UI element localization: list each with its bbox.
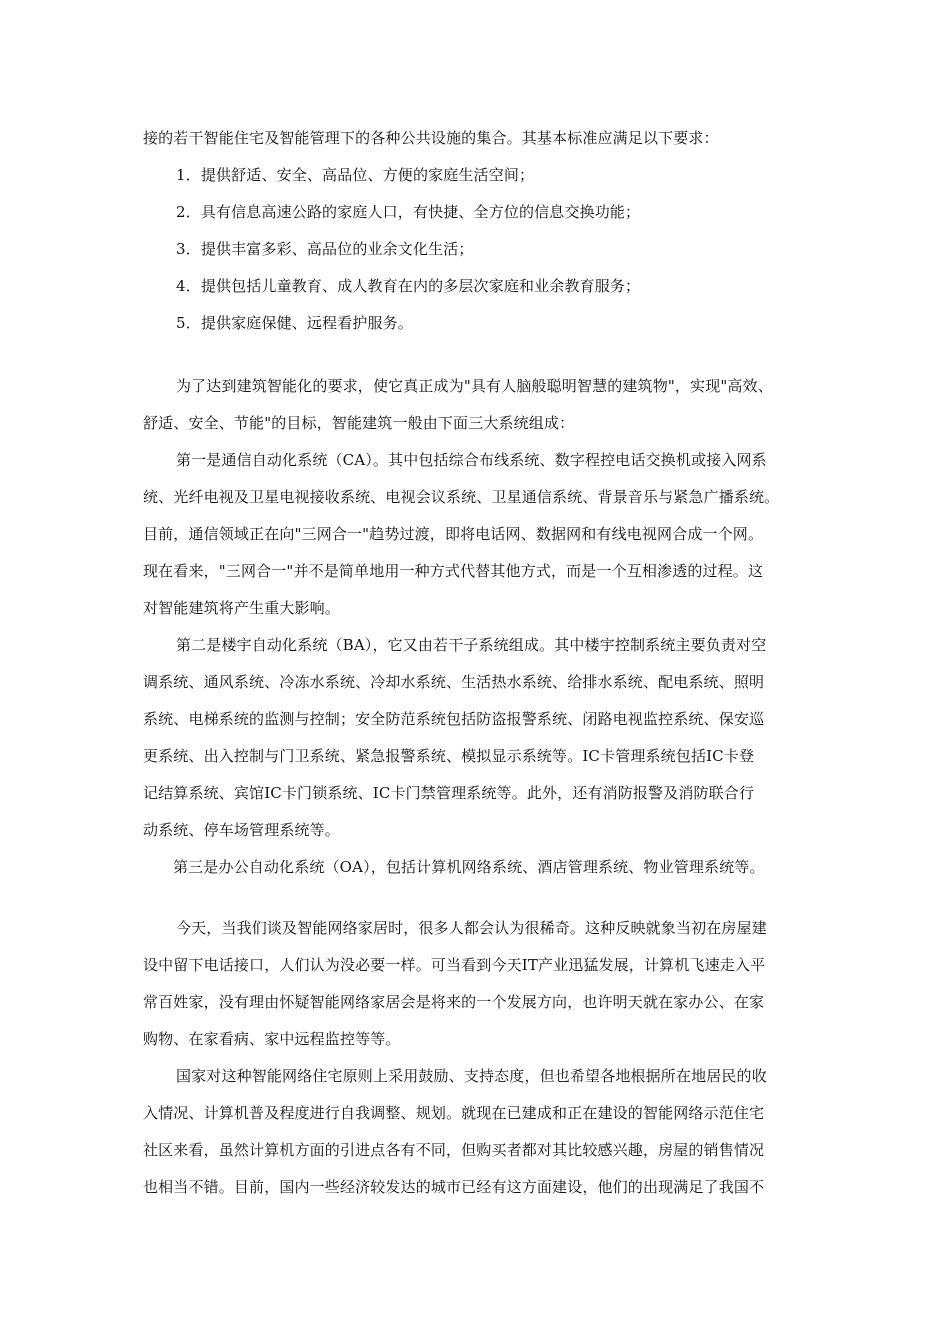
paragraph-today-line-2: 设中留下电话接口，人们认为没必要一样。可当看到今天IT产业迅猛发展，计算机飞速走入平 [143,956,766,974]
paragraph-nation-line-2: 入情况、计算机普及程度进行自我调整、规划。就现在已建成和正在建设的智能网络示范住宅 [143,1104,765,1122]
intro-line: 接的若干智能住宅及智能管理下的各种公共设施的集合。其基本标准应满足以下要求： [143,129,719,147]
paragraph-nation-line-3: 社区来看，虽然计算机方面的引进点各有不同，但购买者都对其比较感兴趣，房屋的销售情况 [143,1141,765,1159]
paragraph-ca-line-2: 统、光纤电视及卫星电视接收系统、电视会议系统、卫星通信系统、背景音乐与紧急广播系统。 [143,488,780,506]
paragraph-goal-line-2: 舒适、安全、节能"的目标，智能建筑一般由下面三大系统组成： [143,414,575,432]
paragraph-ba-line-1: 第二是楼宇自动化系统（BA），它又由若干子系统组成。其中楼宇控制系统主要负责对空 [176,636,767,654]
requirement-2: 2．具有信息高速公路的家庭人口，有快捷、全方位的信息交换功能； [176,203,641,221]
requirement-1: 1．提供舒适、安全、高品位、方便的家庭生活空间； [176,166,535,184]
paragraph-nation-line-4: 也相当不错。目前，国内一些经济较发达的城市已经有这方面建设，他们的出现满足了我国不 [143,1178,765,1196]
paragraph-ca-line-1: 第一是通信自动化系统（CA）。其中包括综合布线系统、数字程控电话交换机或接入网系 [176,451,767,469]
paragraph-goal-line-1: 为了达到建筑智能化的要求，使它真正成为"具有人脑般聪明智慧的建筑物"，实现"高效、 [176,377,773,395]
paragraph-ba-line-3: 系统、电梯系统的监测与控制；安全防范系统包括防盗报警系统、闭路电视监控系统、保安巡 [143,710,765,728]
paragraph-ca-line-3: 目前，通信领域正在向"三网合一"趋势过渡，即将电话网、数据网和有线电视网合成一个网。 [143,525,764,543]
paragraph-today-line-3: 常百姓家，没有理由怀疑智能网络家居会是将来的一个发展方向，也许明天就在家办公、在家 [143,993,765,1011]
paragraph-ca-line-5: 对智能建筑将产生重大影响。 [143,599,340,617]
paragraph-nation-line-1: 国家对这种智能网络住宅原则上采用鼓励、支持态度，但也希望各地根据所在地居民的收 [176,1067,767,1085]
paragraph-ba-line-5: 记结算系统、宾馆IC卡门锁系统、IC卡门禁管理系统等。此外，还有消防报警及消防联合行 [143,784,755,802]
paragraph-ba-line-4: 更系统、出入控制与门卫系统、紧急报警系统、模拟显示系统等。IC卡管理系统包括IC卡登 [143,747,755,765]
requirement-5: 5．提供家庭保健、远程看护服务。 [176,314,413,332]
paragraph-ca-line-4: 现在看来，"三网合一"并不是简单地用一种方式代替其他方式，而是一个互相渗透的过程。这 [143,562,764,580]
paragraph-today-line-4: 购物、在家看病、家中远程监控等等。 [143,1030,401,1048]
requirement-4: 4．提供包括儿童教育、成人教育在内的多层次家庭和业余教育服务； [176,277,641,295]
paragraph-ba-line-2: 调系统、通风系统、冷冻水系统、冷却水系统、生活热水系统、给排水系统、配电系统、照明 [143,673,765,691]
requirement-3: 3．提供丰富多彩、高品位的业余文化生活； [176,240,474,258]
paragraph-ba-line-6: 动系统、停车场管理系统等。 [143,821,340,839]
paragraph-oa: 第三是办公自动化系统（OA），包括计算机网络系统、酒店管理系统、物业管理系统等。 [173,858,765,876]
paragraph-today-line-1: 今天，当我们谈及智能网络家居时，很多人都会认为很稀奇。这种反映就象当初在房屋建 [176,919,767,937]
